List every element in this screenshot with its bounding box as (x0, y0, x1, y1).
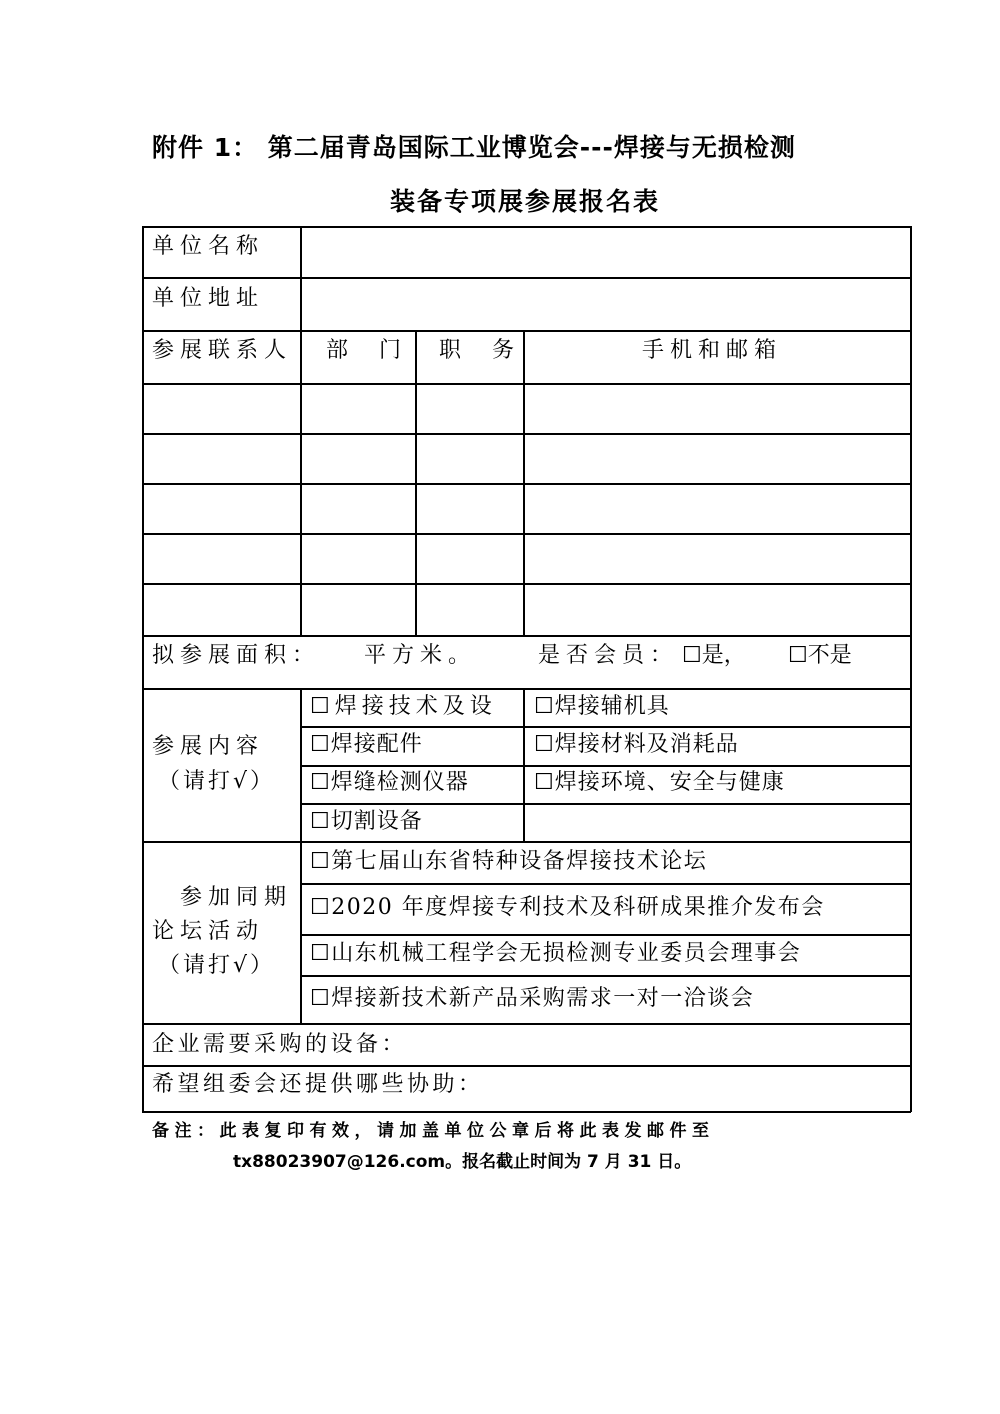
row-divider (142, 841, 911, 843)
content-welding-aux-checkbox[interactable]: ☐焊接辅机具 (534, 694, 670, 719)
content-welding-parts-checkbox[interactable]: ☐焊接配件 (310, 732, 423, 757)
forum-label-hint: （请打√） (158, 953, 276, 978)
forum-label-line1: 参加同期 (180, 885, 293, 910)
position-header: 职 务 (439, 338, 526, 363)
content-environment-safety-checkbox[interactable]: ☐焊接环境、安全与健康 (534, 770, 785, 795)
row-divider (300, 803, 911, 805)
row-divider (300, 726, 911, 728)
row-divider (142, 483, 911, 485)
row-divider (142, 533, 911, 535)
registration-form-table (142, 226, 911, 1112)
row-divider (300, 934, 911, 936)
row-divider (300, 765, 911, 767)
row-divider (142, 1023, 911, 1025)
contact-name-cell[interactable] (144, 385, 299, 432)
phone-email-header: 手机和邮箱 (642, 338, 783, 363)
contact-dept-cell[interactable] (302, 385, 414, 432)
exhibition-area-label: 拟参展面积： (152, 643, 321, 668)
unit-name-label: 单位名称 (152, 234, 265, 259)
row-divider (142, 688, 911, 690)
forum-shandong-welding-checkbox[interactable]: ☐第七届山东省特种设备焊接技术论坛 (310, 849, 708, 874)
assistance-request-field[interactable]: 希望组委会还提供哪些协助： (152, 1072, 484, 1097)
content-welding-materials-checkbox[interactable]: ☐焊接材料及消耗品 (534, 732, 739, 757)
note-line2: tx88023907@126.com。报名截止时间为 7 月 31 日。 (233, 1152, 692, 1172)
row-divider (142, 583, 911, 585)
unit-address-label: 单位地址 (152, 286, 265, 311)
row-divider (300, 975, 911, 977)
table-border-left (142, 226, 144, 1112)
forum-procurement-meeting-checkbox[interactable]: ☐焊接新技术新产品采购需求一对一洽谈会 (310, 986, 755, 1011)
purchase-equipment-field[interactable]: 企业需要采购的设备： (152, 1032, 408, 1057)
contact-person-label: 参展联系人 (152, 338, 293, 363)
col-divider (300, 688, 302, 1023)
content-welding-equipment-checkbox[interactable]: ☐焊接技术及设 (310, 694, 497, 719)
forum-label-line2: 论坛活动 (152, 919, 265, 944)
exhibit-content-label: 参展内容 (152, 734, 265, 759)
row-divider (142, 277, 911, 279)
form-title-line1: 附件 1： 第二届青岛国际工业博览会---焊接与无损检测 (152, 133, 796, 162)
table-border-right (910, 226, 912, 1112)
note-line1: 备注：此表复印有效，请加盖单位公章后将此表发邮件至 (152, 1121, 715, 1141)
forum-ndt-committee-checkbox[interactable]: ☐山东机械工程学会无损检测专业委员会理事会 (310, 941, 802, 966)
col-divider (415, 330, 417, 635)
table-border-bottom (142, 1111, 911, 1113)
row-divider (300, 883, 911, 885)
row-divider (142, 635, 911, 637)
row-divider (142, 1065, 911, 1067)
col-divider (523, 330, 525, 635)
table-border-top (142, 226, 911, 228)
member-no-checkbox[interactable]: ☐不是 (788, 643, 852, 668)
exhibit-content-hint: （请打√） (158, 769, 276, 794)
department-header: 部 门 (326, 338, 413, 363)
form-title-line2: 装备专项展参展报名表 (389, 187, 660, 216)
content-cutting-equipment-checkbox[interactable]: ☐切割设备 (310, 809, 423, 834)
area-unit-label: 平方米。 (364, 643, 477, 668)
col-divider (523, 688, 525, 841)
contact-position-cell[interactable] (417, 385, 522, 432)
forum-patent-release-checkbox[interactable]: ☐2020 年度焊接专利技术及科研成果推介发布会 (310, 895, 825, 920)
row-divider (142, 433, 911, 435)
member-label: 是否会员： (538, 643, 679, 668)
content-inspection-instrument-checkbox[interactable]: ☐焊缝检测仪器 (310, 770, 469, 795)
contact-phone-email-cell[interactable] (525, 385, 909, 432)
row-divider (142, 330, 911, 332)
member-yes-checkbox[interactable]: ☐是， (682, 643, 746, 668)
